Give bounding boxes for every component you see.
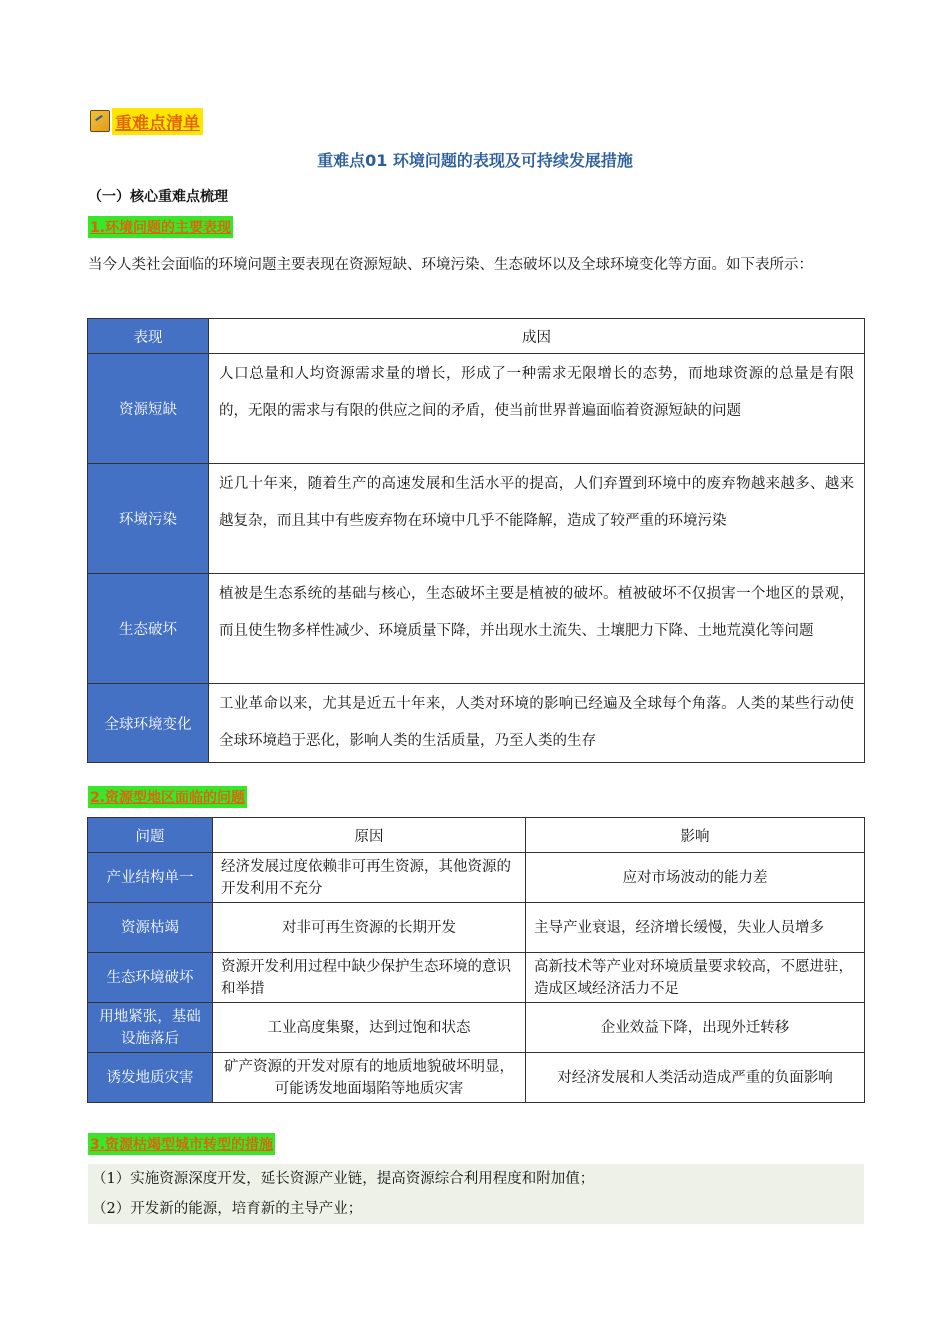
table-row — [88, 574, 865, 684]
table-row — [88, 853, 865, 903]
table-environment-issues — [87, 318, 865, 763]
table-row — [88, 903, 865, 953]
cause-cell: 矿产资源的开发对原有的地质地貌破坏明显，可能诱发地面塌陷等地质灾害 — [213, 1053, 526, 1103]
table-row — [88, 684, 865, 763]
header-cell: 成因 — [209, 319, 865, 354]
issue-cell: 资源枯竭 — [88, 903, 213, 953]
section-tag-label: 重难点清单 — [112, 108, 203, 135]
cause-cell: 资源开发利用过程中缺少保护生态环境的意识和举措 — [213, 953, 526, 1003]
effect-cell: 企业效益下降，出现外迁转移 — [526, 1003, 865, 1053]
issue-cell: 用地紧张，基础设施落后 — [88, 1003, 213, 1053]
row-text: 人口总量和人均资源需求量的增长，形成了一种需求无限增长的态势，而地球资源的总量是有限的，无限的需求与有限的供应之间的矛盾，使当前世界普遍面临着资源短缺的问题 — [209, 354, 865, 464]
table-row — [88, 464, 865, 574]
measures-box — [88, 1164, 864, 1224]
row-label: 全球环境变化 — [88, 684, 209, 763]
row-label: 资源短缺 — [88, 354, 209, 464]
table-row — [88, 354, 865, 464]
header-cell: 原因 — [213, 818, 526, 853]
book-pencil-icon — [90, 110, 110, 132]
issue-cell: 产业结构单一 — [88, 853, 213, 903]
table-resource-region-issues — [87, 817, 865, 1103]
header-cell: 问题 — [88, 818, 213, 853]
cause-cell: 工业高度集聚，达到过饱和状态 — [213, 1003, 526, 1053]
effect-cell: 高新技术等产业对环境质量要求较高，不愿进驻，造成区域经济活力不足 — [526, 953, 865, 1003]
row-label: 环境污染 — [88, 464, 209, 574]
issue-cell: 生态环境破坏 — [88, 953, 213, 1003]
effect-cell: 主导产业衰退，经济增长缓慢，失业人员增多 — [526, 903, 865, 953]
effect-cell: 应对市场波动的能力差 — [526, 853, 865, 903]
table-row — [88, 1003, 865, 1053]
heading-1: 1.环境问题的主要表现 — [88, 216, 233, 238]
heading-2: 2.资源型地区面临的问题 — [88, 786, 247, 808]
row-text: 工业革命以来，尤其是近五十年来，人类对环境的影响已经遍及全球每个角落。人类的某些行动使全球环境趋于恶化，影响人类的生活质量，乃至人类的生存 — [209, 684, 865, 763]
issue-cell: 诱发地质灾害 — [88, 1053, 213, 1103]
page-title: 重难点01 环境问题的表现及可持续发展措施 — [317, 151, 633, 170]
table-header-row — [88, 818, 865, 853]
table-header-row — [88, 319, 865, 354]
measure-item: （2）开发新的能源，培育新的主导产业； — [92, 1201, 363, 1217]
row-text: 近几十年来，随着生产的高速发展和生活水平的提高，人们弃置到环境中的废弃物越来越多、越来越复杂，而且其中有些废弃物在环境中几乎不能降解，造成了较严重的环境污染 — [209, 464, 865, 574]
heading-3: 3.资源枯竭型城市转型的措施 — [88, 1133, 275, 1155]
measure-item: （1）实施资源深度开发，延长资源产业链，提高资源综合利用程度和附加值； — [92, 1171, 595, 1187]
cause-cell: 经济发展过度依赖非可再生资源，其他资源的开发利用不充分 — [213, 853, 526, 903]
subheading: （一）核心重难点梳理 — [88, 189, 228, 205]
section-tag — [90, 108, 203, 134]
row-text: 植被是生态系统的基础与核心，生态破坏主要是植被的破坏。植被破坏不仅损害一个地区的景观，而且使生物多样性减少、环境质量下降，并出现水土流失、土壤肥力下降、土地荒漠化等问题 — [209, 574, 865, 684]
row-label: 生态破坏 — [88, 574, 209, 684]
intro-paragraph: 当今人类社会面临的环境问题主要表现在资源短缺、环境污染、生态破坏以及全球环境变化等方面。如下表所示： — [88, 257, 813, 273]
effect-cell: 对经济发展和人类活动造成严重的负面影响 — [526, 1053, 865, 1103]
table-row — [88, 1053, 865, 1103]
table-row — [88, 953, 865, 1003]
header-cell: 影响 — [526, 818, 865, 853]
cause-cell: 对非可再生资源的长期开发 — [213, 903, 526, 953]
header-cell: 表现 — [88, 319, 209, 354]
